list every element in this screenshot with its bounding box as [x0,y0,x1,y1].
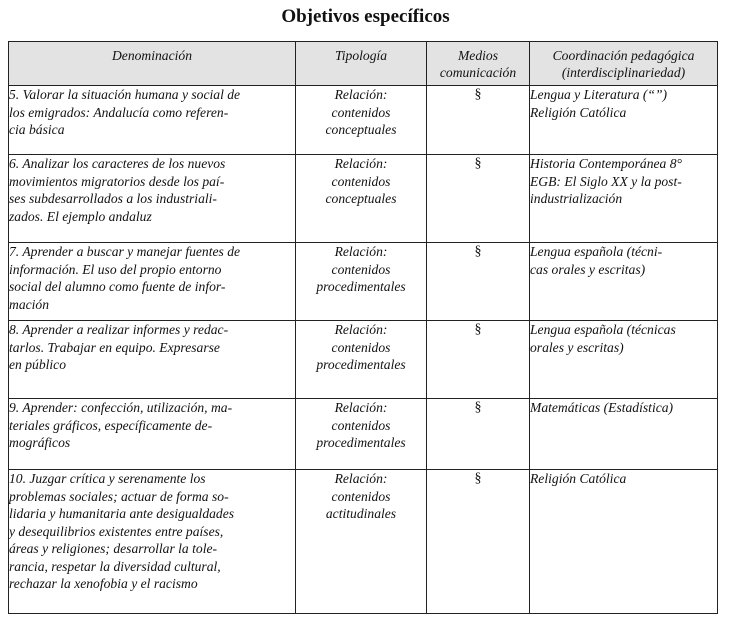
column-header-coordinacion: Coordinación pedagógica (interdisciplinariedad) [530,42,718,86]
coordinacion-cell: Matemáticas (Estadística) [530,399,718,470]
coordinacion-cell: Lengua y Literatura (“”) Religión Católica [530,86,718,155]
table-row [9,155,718,243]
medios-cell: § [427,155,530,243]
tipologia-cell: Relación: contenidos conceptuales [296,155,427,243]
table-row [9,321,718,399]
table-header-row [9,42,718,86]
column-header-denominacion: Denominación [9,42,296,86]
denominacion-cell: 7. Aprender a buscar y manejar fuentes de información. El uso del propio entorno social del alumno como fuente de infor- mación [9,243,296,321]
tipologia-cell: Relación: contenidos procedimentales [296,321,427,399]
denominacion-cell: 8. Aprender a realizar informes y redac- tarlos. Trabajar en equipo. Expresarse en público [9,321,296,399]
column-header-tipologia: Tipología [296,42,427,86]
medios-cell: § [427,243,530,321]
tipologia-cell: Relación: contenidos procedimentales [296,243,427,321]
column-header-medios: Medios comunicación [427,42,530,86]
medios-cell: § [427,321,530,399]
table-row [9,243,718,321]
coordinacion-cell: Lengua española (técnicas orales y escritas) [530,321,718,399]
tipologia-cell: Relación: contenidos actitudinales [296,470,427,614]
denominacion-cell: 5. Valorar la situación humana y social de los emigrados: Andalucía como referen- cia básica [9,86,296,155]
medios-cell: § [427,399,530,470]
denominacion-cell: 10. Juzgar crítica y serenamente los problemas sociales; actuar de forma so- lidaria y humanitaria ante desigualdades y desequilibrios existentes entre países, áreas y religiones; desarrollar la tole- rancia, respetar la diversidad cultural, rechazar la xenofobia y el racismo [9,470,296,614]
denominacion-cell: 9. Aprender: confección, utilización, ma- teriales gráficos, específicamente de- mográficos [9,399,296,470]
tipologia-cell: Relación: contenidos procedimentales [296,399,427,470]
coordinacion-cell: Lengua española (técni- cas orales y escritas) [530,243,718,321]
medios-cell: § [427,86,530,155]
page-title: Objetivos específicos [281,6,450,27]
table-row [9,86,718,155]
coordinacion-cell: Religión Católica [530,470,718,614]
table-row [9,399,718,470]
tipologia-cell: Relación: contenidos conceptuales [296,86,427,155]
table-row [9,470,718,614]
objectives-table [8,41,718,614]
denominacion-cell: 6. Analizar los caracteres de los nuevos movimientos migratorios desde los paí- ses subdesarrollados a los industriali- zados. El ejemplo andaluz [9,155,296,243]
coordinacion-cell: Historia Contemporánea 8° EGB: El Siglo XX y la post- industrialización [530,155,718,243]
medios-cell: § [427,470,530,614]
